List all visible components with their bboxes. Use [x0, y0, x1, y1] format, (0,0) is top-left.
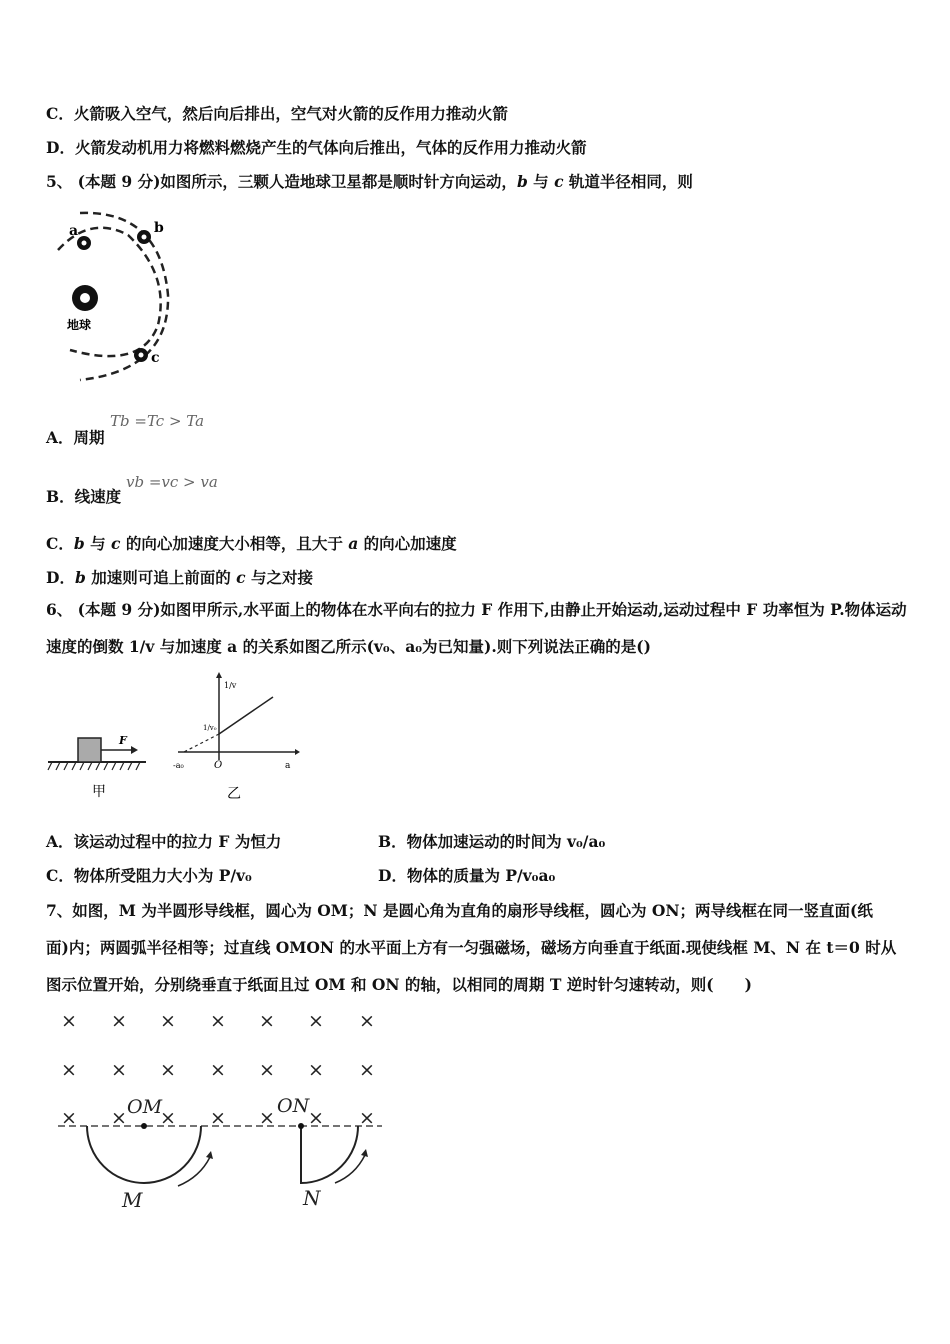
q6-figure-jia	[46, 728, 151, 803]
q6-figure-yi	[170, 670, 300, 805]
q5-d-b: b	[74, 568, 86, 587]
q5-d-t2: 与之对接	[245, 568, 313, 587]
q5-stem-prefix: 5、 (本题 9 分)如图所示，三颗人造地球卫星都是顺时针方向运动，	[46, 172, 517, 191]
field-cross: ×	[61, 1059, 77, 1081]
q5-option-c	[46, 532, 457, 554]
field-cross: ×	[308, 1059, 324, 1081]
q5-c-t1: 与	[84, 534, 111, 553]
label-N: N	[303, 1186, 321, 1210]
intercept-label: 1/v₀	[203, 724, 217, 732]
label-a: a	[69, 223, 79, 239]
field-cross: ×	[210, 1010, 226, 1032]
q5-stem-suffix: 轨道半径相同，则	[563, 172, 693, 191]
q6-option-a: A．该运动过程中的拉力 F 为恒力	[46, 832, 282, 851]
q6-option-c: C．物体所受阻力大小为 P/v₀	[46, 866, 252, 885]
q5-c-a: a	[348, 534, 359, 553]
field-cross: ×	[160, 1107, 176, 1129]
y-axis-label: 1/v	[224, 681, 237, 690]
field-cross: ×	[160, 1059, 176, 1081]
earth-label: 地球	[67, 318, 92, 332]
q5-d-pre: D．	[46, 568, 75, 587]
q7-stem-line3: 图示位置开始，分别绕垂直于纸面且过 OM 和 ON 的轴，以相同的周期 T 逆时针匀速转动，则( )	[46, 975, 752, 994]
block	[78, 738, 101, 762]
field-cross: ×	[259, 1059, 275, 1081]
q5-stem-c: c	[554, 172, 564, 191]
field-cross: ×	[61, 1010, 77, 1032]
label-ON: ON	[277, 1095, 310, 1117]
q5-option-b-label: B．线速度	[46, 487, 122, 506]
field-cross: ×	[359, 1010, 375, 1032]
q5-d-c: c	[236, 568, 246, 587]
q5-stem	[46, 170, 693, 192]
label-M: M	[122, 1188, 143, 1212]
label-OM: OM	[127, 1096, 163, 1118]
q7-stem-line2: 面)内；两圆弧半径相等；过直线 OMON 的水平面上方有一匀强磁场，磁场方向垂直于纸面.现使线框 M、N 在 t＝0 时从	[46, 938, 897, 957]
q5-option-a-formula: Tb =Tc > Ta	[110, 412, 205, 430]
semicircle-frame-M	[87, 1126, 201, 1183]
neg-a0-label: -a₀	[173, 761, 184, 770]
q5-option-d	[46, 566, 313, 588]
q6-stem: 6、 (本题 9 分)如图甲所示,水平面上的物体在水平向右的拉力 F 作用下,由静止开始运动,运动过程中 F 功率恒为 P.物体运动速度的倒数 1/v 与加速度 a 的关系如图乙所示(v₀、a₀为已知量).则下列说法正确的是()	[46, 600, 907, 656]
field-cross: ×	[359, 1059, 375, 1081]
field-cross: ×	[111, 1059, 127, 1081]
q6-option-d: D．物体的质量为 P/v₀a₀	[378, 866, 556, 885]
q4-option-c: C．火箭吸入空气，然后向后排出，空气对火箭的反作用力推动火箭	[46, 104, 508, 123]
caption-yi: 乙	[227, 786, 241, 802]
caption-jia: 甲	[92, 784, 106, 800]
field-cross: ×	[111, 1010, 127, 1032]
label-c: c	[151, 350, 160, 366]
q5-c-c: c	[110, 534, 121, 553]
field-cross: ×	[210, 1059, 226, 1081]
field-cross: ×	[210, 1107, 226, 1129]
label-b: b	[154, 220, 164, 236]
q5-stem-mid: 与	[527, 172, 555, 191]
q5-c-pre: C．	[46, 534, 74, 553]
q5-stem-b: b	[516, 172, 528, 191]
q5-option-b-formula: vb =vc > va	[126, 473, 218, 491]
graph-line	[219, 697, 273, 734]
inner-orbit	[58, 228, 161, 356]
graph-dashed-extension	[184, 734, 219, 752]
field-cross: ×	[259, 1010, 275, 1032]
field-cross: ×	[308, 1010, 324, 1032]
q5-option-a-label: A．周期	[46, 428, 105, 447]
origin-label: O	[214, 760, 223, 771]
field-cross: ×	[259, 1107, 275, 1129]
q5-c-b: b	[73, 534, 85, 553]
q7-figure	[50, 1005, 395, 1215]
field-cross: ×	[359, 1107, 375, 1129]
field-cross: ×	[308, 1107, 324, 1129]
field-cross: ×	[111, 1107, 127, 1129]
rotation-arrow-M	[178, 1157, 210, 1186]
q6-option-b: B．物体加速运动的时间为 v₀/a₀	[378, 832, 606, 851]
field-cross: ×	[160, 1010, 176, 1032]
force-label: F	[119, 734, 127, 747]
x-axis-label: a	[285, 761, 291, 771]
q7-stem-line1: 7、如图，M 为半圆形导线框，圆心为 OM；N 是圆心角为直角的扇形导线框，圆心为 ON；两导线框在同一竖直面(纸	[46, 901, 873, 920]
q5-c-t2: 的向心加速度大小相等，且大于	[120, 534, 349, 553]
center-ON	[298, 1123, 304, 1129]
q5-d-t1: 加速则可追上前面的	[85, 568, 237, 587]
q4-option-d: D．火箭发动机用力将燃料燃烧产生的气体向后推出，气体的反作用力推动火箭	[46, 138, 587, 157]
q5-satellite-figure	[50, 205, 180, 390]
center-OM	[141, 1123, 147, 1129]
q5-c-t3: 的向心加速度	[358, 534, 457, 553]
field-cross: ×	[61, 1107, 77, 1129]
